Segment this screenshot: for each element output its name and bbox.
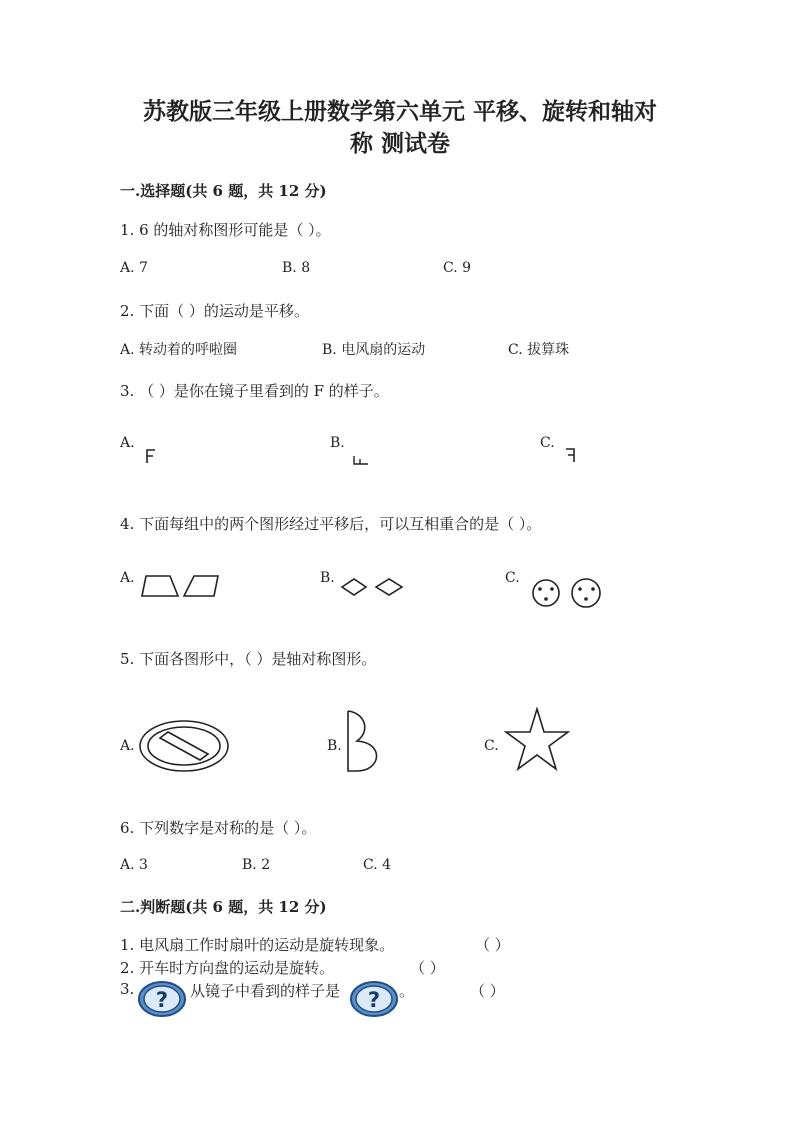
letter-f-rotated-icon: [352, 454, 370, 466]
judge-3-text: 从镜子中看到的样子是: [190, 982, 341, 1000]
question-3: 3. （ ）是你在镜子里看到的 F 的样子。: [120, 382, 389, 400]
star-icon: [504, 707, 570, 771]
diamond-pair-icon: [340, 576, 406, 598]
question-mark-badge-icon: [138, 978, 188, 1018]
question-4: 4. 下面每组中的两个图形经过平移后，可以互相重合的是（ ）。: [120, 515, 542, 533]
q3-option-c: C.: [540, 435, 555, 451]
q6-option-b: B. 2: [242, 857, 271, 873]
q1-option-c: C. 9: [443, 260, 472, 276]
q6-option-c: C. 4: [363, 857, 392, 873]
judge-1: 1. 电风扇工作时扇叶的运动是旋转现象。: [120, 936, 395, 954]
section-choice-heading: 一.选择题(共 6 题，共 12 分): [120, 182, 327, 200]
svg-text:?: ?: [155, 988, 169, 1012]
q5-option-b: B.: [327, 738, 342, 754]
q2-option-b: B. 电风扇的运动: [322, 342, 426, 358]
q5-option-c: C.: [484, 738, 499, 754]
q6-option-a: A. 3: [120, 857, 148, 873]
judge-2-answer-paren: （ ）: [410, 959, 445, 977]
question-1: 1. 6 的轴对称图形可能是（ ）。: [120, 221, 331, 239]
dotted-circle-pair-icon: [530, 578, 604, 608]
judge-3-number: 3.: [120, 980, 135, 998]
judge-3-end: 。: [399, 982, 415, 1000]
q5-option-a: A.: [120, 738, 135, 754]
question-mark-badge-mirror-icon: [350, 978, 400, 1018]
prohibited-sign-icon: [138, 718, 230, 774]
q1-option-a: A. 7: [120, 260, 148, 276]
letter-f-normal-icon: [144, 448, 158, 464]
svg-text:?: ?: [367, 988, 381, 1012]
judge-3-answer-paren: （ ）: [470, 982, 505, 1000]
letter-b-shape-icon: [343, 709, 387, 773]
question-2: 2. 下面（ ）的运动是平移。: [120, 302, 309, 320]
judge-1-answer-paren: （ ）: [475, 936, 510, 954]
q2-option-a: A. 转动着的呼啦圈: [120, 342, 238, 358]
q3-option-a: A.: [120, 435, 135, 451]
question-5: 5. 下面各图形中，（ ）是轴对称图形。: [120, 650, 377, 668]
section-judgement-heading: 二.判断题(共 6 题，共 12 分): [120, 898, 327, 916]
page-title-line1: 苏教版三年级上册数学第六单元 平移、旋转和轴对: [142, 98, 657, 125]
q4-option-c: C.: [505, 570, 520, 586]
trapezoid-pair-icon: [140, 574, 224, 600]
q3-option-b: B.: [330, 435, 345, 451]
page-title-line2: 称 测试卷: [349, 130, 450, 157]
q4-option-a: A.: [120, 570, 135, 586]
q1-option-b: B. 8: [282, 260, 311, 276]
question-6: 6. 下列数字是对称的是（ ）。: [120, 819, 317, 837]
q2-option-c: C. 拔算珠: [508, 342, 570, 358]
q4-option-b: B.: [320, 570, 335, 586]
judge-2: 2. 开车时方向盘的运动是旋转。: [120, 959, 335, 977]
letter-f-mirrored-icon: [564, 447, 578, 463]
